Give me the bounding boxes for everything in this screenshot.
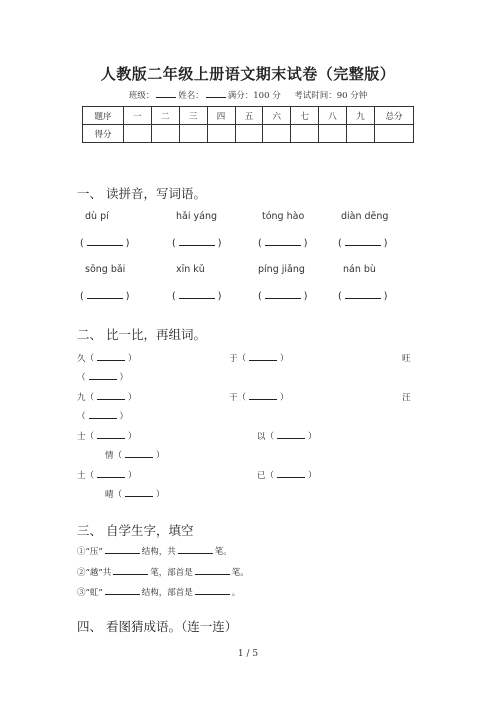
name-blank[interactable] — [206, 89, 226, 98]
compare-blank[interactable] — [277, 430, 305, 439]
bracket-close: ） — [128, 432, 137, 442]
score-cell[interactable] — [263, 125, 291, 143]
compare-item — [77, 352, 137, 364]
compare-char: 汪 — [402, 393, 411, 403]
score-col-header: 八 — [319, 107, 347, 125]
bracket-close: ） — [119, 412, 129, 422]
section1-heading: 一、 读拼音，写词语。 — [77, 186, 206, 201]
compare-blank[interactable] — [249, 352, 277, 361]
score-col-header: 五 — [235, 107, 263, 125]
fill-text: 结构，部首是 — [141, 588, 193, 598]
fill-text: ③“虹” — [77, 588, 103, 598]
bracket-open: ( — [172, 291, 176, 302]
score-table — [82, 106, 414, 143]
bracket-close: ） — [308, 432, 317, 442]
compare-blank[interactable] — [89, 410, 117, 419]
fill-text: 结构，共 — [141, 547, 176, 557]
bracket-open: ( — [338, 291, 342, 302]
bracket-close: ） — [119, 373, 129, 383]
score-cell[interactable] — [151, 125, 179, 143]
compare-item — [77, 430, 137, 442]
full-score: 满分：100 分 — [227, 91, 281, 101]
score-cell[interactable] — [124, 125, 152, 143]
score-cell[interactable] — [291, 125, 319, 143]
fill-blank[interactable] — [178, 545, 213, 554]
score-col-header: 总分 — [375, 107, 414, 125]
answer-bracket[interactable] — [258, 289, 307, 302]
pinyin-item: píng jiǎng — [258, 264, 305, 275]
answer-bracket[interactable] — [80, 289, 129, 302]
compare-item — [77, 391, 137, 403]
bracket-close: ） — [156, 490, 165, 500]
compare-blank[interactable] — [277, 469, 305, 478]
compare-item — [105, 488, 165, 500]
bracket-close: ） — [308, 471, 317, 481]
answer-blank[interactable] — [87, 236, 123, 246]
bracket-close: ） — [128, 393, 137, 403]
answer-blank[interactable] — [87, 289, 123, 299]
compare-item — [77, 410, 128, 422]
pinyin-item: xīn kǔ — [176, 264, 205, 275]
bracket-close: ) — [303, 238, 308, 249]
score-col-header: 四 — [207, 107, 235, 125]
fill-blank[interactable] — [105, 586, 140, 595]
answer-blank[interactable] — [345, 289, 381, 299]
bracket-close: ） — [156, 451, 165, 461]
fill-blank[interactable] — [195, 566, 230, 575]
class-blank[interactable] — [156, 89, 176, 98]
answer-bracket[interactable] — [172, 236, 221, 249]
score-col-header: 二 — [151, 107, 179, 125]
compare-item — [105, 449, 165, 461]
compare-item — [77, 469, 137, 481]
bracket-close: ) — [303, 291, 308, 302]
answer-bracket[interactable] — [338, 236, 387, 249]
bracket-close: ) — [383, 238, 388, 249]
fill-item — [77, 586, 240, 598]
score-table-header-row — [83, 107, 414, 125]
bracket-open: ( — [80, 291, 84, 302]
answer-blank[interactable] — [265, 236, 301, 246]
compare-char: 已（ — [257, 471, 275, 481]
compare-item — [257, 469, 317, 481]
compare-char: （ — [77, 373, 86, 383]
score-col-header: 九 — [347, 107, 375, 125]
compare-char: 士（ — [77, 432, 95, 442]
compare-blank[interactable] — [125, 488, 153, 497]
page-number: 1 / 5 — [237, 649, 259, 659]
exam-info-line — [0, 89, 496, 101]
fill-text: 笔，部首是 — [150, 568, 193, 578]
answer-bracket[interactable] — [338, 289, 387, 302]
score-col-header: 七 — [291, 107, 319, 125]
score-col-header: 三 — [179, 107, 207, 125]
fill-blank[interactable] — [113, 566, 148, 575]
compare-blank[interactable] — [89, 371, 117, 380]
bracket-close: ) — [383, 291, 388, 302]
compare-blank[interactable] — [249, 391, 277, 400]
bracket-close: ) — [217, 238, 222, 249]
answer-bracket[interactable] — [80, 236, 129, 249]
compare-char: （ — [77, 412, 86, 422]
bracket-open: ( — [172, 238, 176, 249]
compare-char: 旺 — [402, 354, 411, 364]
section4-heading: 四、 看图猜成语。（连一连） — [77, 619, 238, 634]
bracket-close: ） — [128, 354, 137, 364]
compare-blank[interactable] — [97, 469, 125, 478]
answer-blank[interactable] — [179, 236, 215, 246]
bracket-close: ） — [280, 393, 289, 403]
bracket-open: ( — [80, 238, 84, 249]
compare-blank[interactable] — [97, 352, 125, 361]
compare-char: 久（ — [77, 354, 95, 364]
page-title: 人教版二年级上册语文期末试卷（完整版） — [100, 65, 396, 83]
compare-item — [257, 430, 317, 442]
section2-heading: 二、 比一比，再组词。 — [77, 327, 206, 342]
pinyin-item: diàn dēng — [341, 211, 389, 222]
answer-blank[interactable] — [179, 289, 215, 299]
answer-bracket[interactable] — [172, 289, 221, 302]
compare-blank[interactable] — [97, 391, 125, 400]
score-col-header: 题序 — [83, 107, 124, 125]
compare-char: 干（ — [229, 393, 247, 403]
fill-text: 笔。 — [214, 547, 232, 557]
compare-item — [229, 391, 289, 403]
compare-char: 情（ — [105, 451, 123, 461]
bracket-close: ) — [125, 238, 130, 249]
compare-char: 晴（ — [105, 490, 123, 500]
exam-time: 考试时间：90 分钟 — [294, 91, 368, 101]
fill-text: ①“压” — [77, 547, 103, 557]
fill-text: ②“越”共 — [77, 568, 112, 578]
fill-item — [77, 545, 232, 557]
bracket-close: ) — [125, 291, 130, 302]
score-cell[interactable] — [179, 125, 207, 143]
compare-char: 土（ — [77, 471, 95, 481]
name-label: 姓名： — [178, 91, 204, 101]
score-cell[interactable] — [319, 125, 347, 143]
compare-item — [77, 371, 128, 383]
bracket-open: ( — [338, 238, 342, 249]
section3-heading: 三、 自学生字，填空 — [77, 523, 194, 538]
compare-blank[interactable] — [97, 430, 125, 439]
score-cell[interactable] — [347, 125, 375, 143]
fill-blank[interactable] — [105, 545, 140, 554]
score-cell[interactable] — [235, 125, 263, 143]
compare-blank[interactable] — [125, 449, 153, 458]
fill-item — [77, 566, 249, 578]
bracket-close: ) — [217, 291, 222, 302]
answer-blank[interactable] — [265, 289, 301, 299]
score-cell[interactable] — [207, 125, 235, 143]
pinyin-item: sōng bǎi — [85, 264, 126, 275]
bracket-close: ） — [280, 354, 289, 364]
score-cell[interactable] — [375, 125, 414, 143]
score-col-header: 六 — [263, 107, 291, 125]
score-col-header: 一 — [124, 107, 152, 125]
pinyin-item: hǎi yáng — [176, 211, 217, 222]
fill-blank[interactable] — [195, 586, 230, 595]
answer-bracket[interactable] — [258, 236, 307, 249]
compare-item — [229, 352, 289, 364]
pinyin-item: dù pí — [85, 211, 109, 222]
answer-blank[interactable] — [345, 236, 381, 246]
fill-text: 。 — [231, 588, 241, 598]
score-row-label: 得分 — [83, 125, 124, 143]
bracket-open: ( — [258, 291, 262, 302]
compare-char: 于（ — [229, 354, 247, 364]
compare-char: 以（ — [257, 432, 275, 442]
fill-text: 笔。 — [231, 568, 249, 578]
compare-char: 九（ — [77, 393, 95, 403]
pinyin-item: tóng hào — [262, 211, 305, 222]
class-label: 班级： — [128, 91, 155, 101]
bracket-close: ） — [128, 471, 137, 481]
bracket-open: ( — [258, 238, 262, 249]
score-table-score-row — [83, 125, 414, 143]
pinyin-item: nán bù — [343, 264, 376, 275]
